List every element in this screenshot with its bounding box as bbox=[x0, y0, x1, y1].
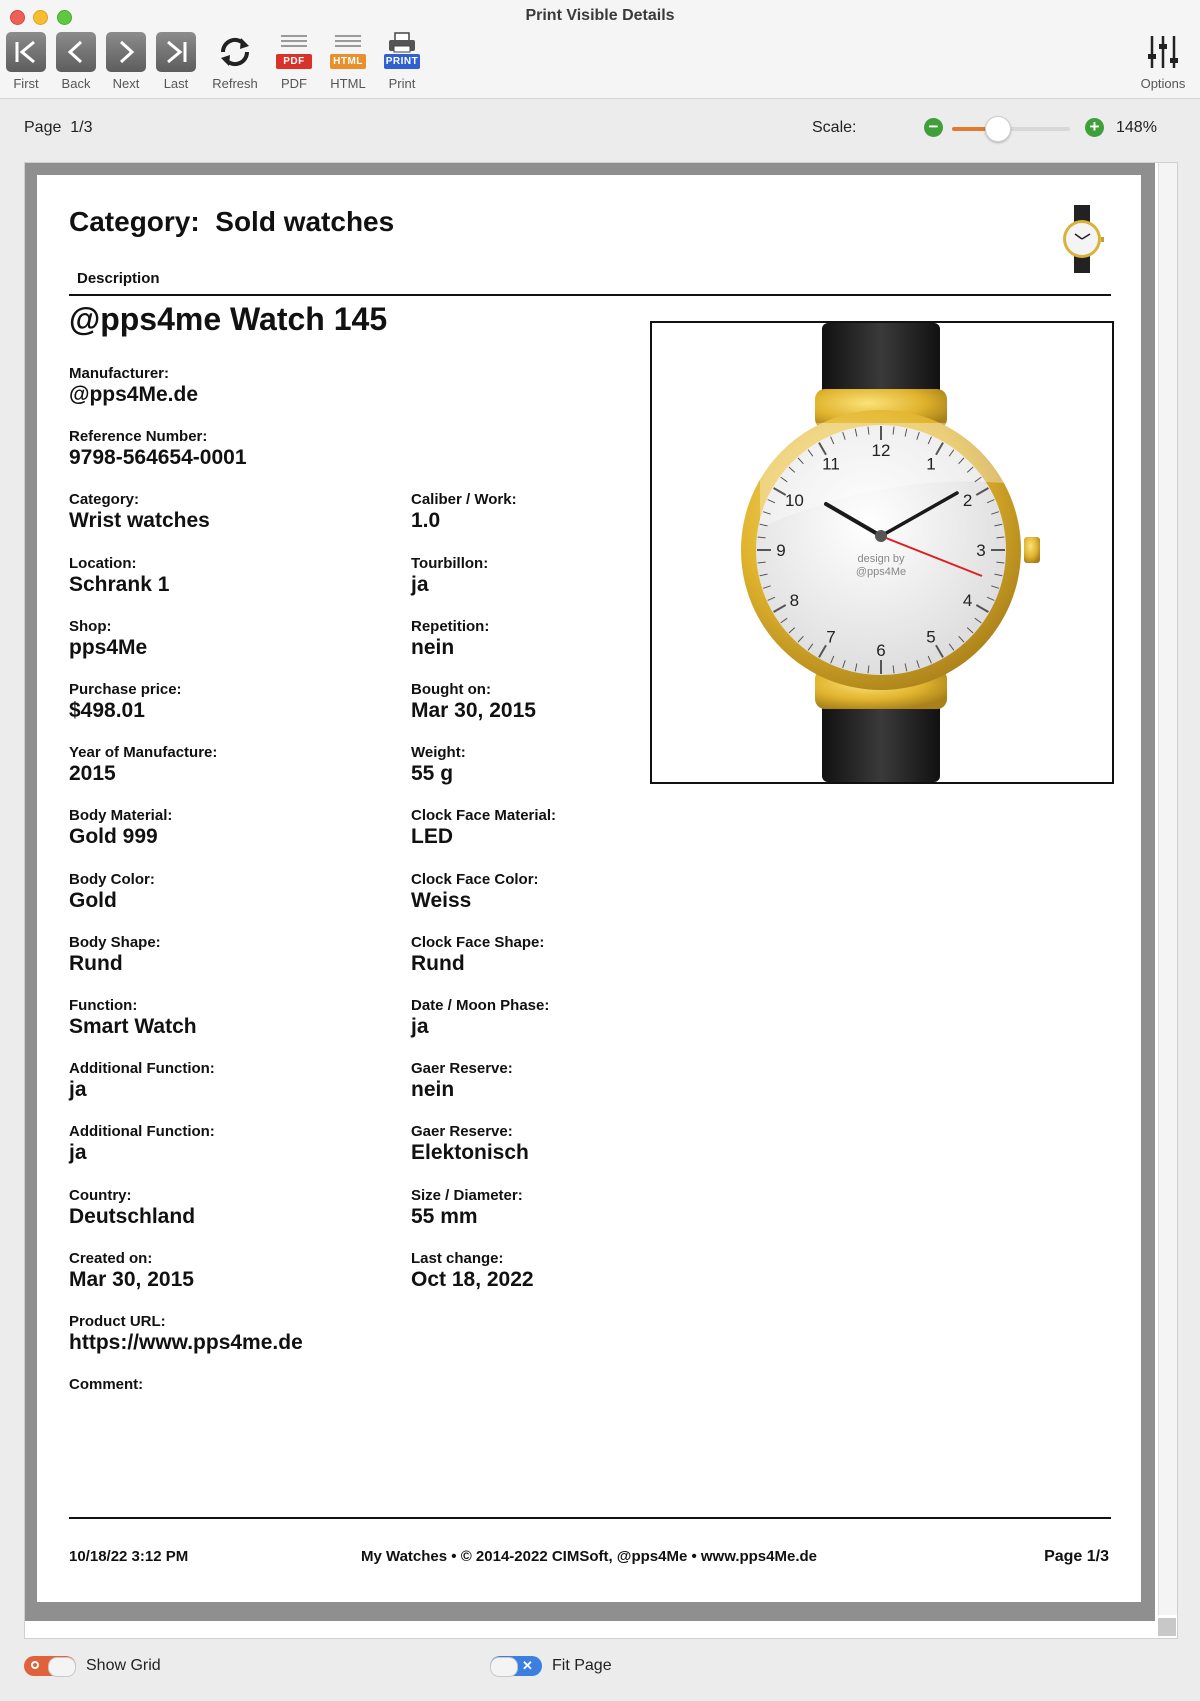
field-label: Bought on: bbox=[411, 681, 491, 698]
minus-icon: − bbox=[928, 117, 939, 136]
html-icon bbox=[332, 32, 364, 72]
field-label: Product URL: bbox=[69, 1313, 166, 1330]
refresh-icon bbox=[215, 32, 255, 72]
options-label: Options bbox=[1140, 76, 1186, 91]
show-grid-label: Show Grid bbox=[86, 1657, 161, 1674]
next-label: Next bbox=[112, 76, 140, 91]
dial-number: 2 bbox=[962, 491, 973, 510]
field-label: Tourbillon: bbox=[411, 554, 489, 572]
options-button[interactable] bbox=[1135, 32, 1191, 91]
field-value: Schrank 1 bbox=[69, 572, 170, 596]
field-label: Clock Face Material: bbox=[411, 807, 557, 825]
back-button[interactable] bbox=[48, 32, 104, 91]
field-value: Oct 18, 2022 bbox=[411, 1267, 534, 1291]
field-label: Body Color: bbox=[69, 870, 155, 888]
dial-number: 1 bbox=[926, 454, 936, 474]
field-label: Repetition: bbox=[411, 617, 490, 635]
report-field bbox=[69, 744, 389, 786]
last-page-label: Last bbox=[163, 76, 189, 91]
dial-number: 6 bbox=[876, 641, 886, 660]
report-field bbox=[69, 491, 389, 533]
field-label: Weight: bbox=[411, 744, 466, 762]
report-field bbox=[69, 1060, 389, 1102]
field-value: Gold 999 bbox=[69, 825, 158, 849]
field-label: Clock Face Color: bbox=[411, 870, 539, 888]
item-title: @pps4me Watch 145 bbox=[69, 301, 388, 337]
dial-number: 11 bbox=[822, 454, 840, 474]
field-label: Year of Manufacture: bbox=[69, 744, 218, 762]
print-label: Print bbox=[388, 76, 416, 91]
report-field bbox=[411, 1123, 731, 1165]
field-value: 1.0 bbox=[411, 509, 441, 533]
field-value: nein bbox=[411, 635, 455, 659]
footer-page-number: Page 1/3 bbox=[1044, 1548, 1109, 1565]
html-button[interactable] bbox=[320, 32, 376, 91]
field-label: Body Material: bbox=[69, 807, 173, 825]
footer-copyright: My Watches • © 2014-2022 CIMSoft, @pps4Me • www.pps4Me.de bbox=[360, 1548, 818, 1565]
first-page-label: First bbox=[13, 76, 39, 91]
photo-credit-line-1: design by bbox=[857, 553, 905, 565]
scale-label: Scale: bbox=[812, 119, 857, 136]
report-field bbox=[69, 555, 389, 597]
report-field bbox=[69, 1187, 389, 1229]
field-label: Additional Function: bbox=[69, 1060, 215, 1078]
field-value: ja bbox=[411, 1015, 429, 1038]
field-label: Body Shape: bbox=[69, 933, 161, 951]
print-button[interactable] bbox=[374, 32, 430, 91]
report-field bbox=[69, 871, 389, 913]
preview-viewport[interactable] bbox=[24, 162, 1178, 1639]
field-label: Last change: bbox=[411, 1249, 504, 1267]
print-tag: PRINT bbox=[385, 56, 419, 67]
field-value: $498.01 bbox=[69, 699, 145, 722]
watch-photo bbox=[650, 321, 1114, 784]
report-field bbox=[69, 1313, 389, 1355]
dial-number: 4 bbox=[962, 591, 973, 610]
back-label: Back bbox=[61, 76, 91, 91]
last-page-icon bbox=[156, 32, 196, 72]
dial-number: 12 bbox=[871, 441, 891, 460]
refresh-button[interactable] bbox=[207, 32, 263, 91]
field-value: ja bbox=[69, 1141, 87, 1165]
plus-icon: + bbox=[1089, 117, 1100, 136]
field-value: Wrist watches bbox=[69, 509, 210, 533]
pdf-label: PDF bbox=[281, 76, 307, 91]
field-value: Deutschland bbox=[69, 1204, 196, 1228]
bottom-bar bbox=[0, 1640, 1200, 1701]
footer-timestamp: 10/18/22 3:12 PM bbox=[69, 1548, 189, 1565]
field-value: 9798-564654-0001 bbox=[69, 446, 247, 470]
fit-page-label: Fit Page bbox=[552, 1657, 612, 1674]
field-label: Location: bbox=[69, 554, 137, 572]
report-field bbox=[69, 997, 389, 1039]
report-field bbox=[411, 934, 731, 976]
last-page-button[interactable] bbox=[148, 32, 204, 91]
dial-number: 7 bbox=[826, 627, 836, 647]
chevron-left-icon bbox=[56, 32, 96, 72]
photo-credit-line-2: @pps4Me bbox=[855, 566, 907, 578]
field-value: Rund bbox=[69, 951, 123, 975]
dial-number: 5 bbox=[926, 627, 936, 647]
report-field bbox=[411, 1187, 731, 1229]
field-label: Caliber / Work: bbox=[411, 491, 517, 509]
page-value: 1/3 bbox=[70, 119, 93, 136]
field-label: Purchase price: bbox=[69, 681, 182, 698]
field-label: Country: bbox=[69, 1186, 132, 1204]
watch-thumbnail-icon bbox=[1057, 205, 1107, 273]
next-button[interactable] bbox=[98, 32, 154, 91]
html-tag: HTML bbox=[330, 54, 366, 69]
header-rule bbox=[69, 294, 1111, 296]
field-label: Manufacturer: bbox=[69, 365, 170, 382]
field-value: 2015 bbox=[69, 762, 116, 786]
field-label: Comment: bbox=[69, 1376, 144, 1394]
dial-number: 8 bbox=[789, 591, 800, 610]
field-value: LED bbox=[411, 825, 453, 849]
printer-icon bbox=[386, 32, 418, 72]
refresh-label: Refresh bbox=[212, 76, 258, 91]
field-value: ja bbox=[411, 572, 429, 596]
show-grid-toggle[interactable] bbox=[24, 1656, 76, 1676]
footer-rule bbox=[69, 1517, 1111, 1519]
field-value: Elektonisch bbox=[411, 1141, 529, 1165]
sliders-icon bbox=[1143, 32, 1183, 72]
field-label: Created on: bbox=[69, 1249, 153, 1267]
report-field bbox=[411, 807, 731, 849]
field-value: Gold bbox=[69, 888, 117, 912]
page-scale-bar bbox=[0, 98, 1200, 160]
report-field bbox=[69, 681, 389, 723]
field-label: Category: bbox=[69, 491, 140, 509]
field-value: Mar 30, 2015 bbox=[411, 699, 536, 722]
field-label: Additional Function: bbox=[69, 1123, 215, 1141]
report-field bbox=[411, 871, 731, 913]
field-value: https://www.pps4me.de bbox=[69, 1331, 303, 1354]
category-value: Sold watches bbox=[215, 206, 395, 237]
report-field bbox=[69, 428, 389, 470]
category-label: Category: bbox=[69, 206, 200, 237]
field-value: 55 mm bbox=[411, 1204, 478, 1228]
field-label: Gaer Reserve: bbox=[411, 1060, 513, 1078]
pdf-button[interactable] bbox=[266, 32, 322, 91]
window-toolbar bbox=[0, 0, 1200, 99]
field-value: Rund bbox=[411, 951, 465, 975]
category-title bbox=[69, 206, 394, 238]
dial-number: 9 bbox=[776, 541, 786, 560]
field-label: Date / Moon Phase: bbox=[411, 997, 550, 1014]
vertical-scrollbar[interactable] bbox=[1158, 163, 1177, 1615]
report-page bbox=[37, 175, 1141, 1602]
field-value: nein bbox=[411, 1078, 455, 1102]
report-field bbox=[411, 1250, 731, 1292]
toggle-knob bbox=[490, 1657, 518, 1677]
pdf-tag: PDF bbox=[276, 54, 312, 69]
scroll-corner bbox=[1158, 1618, 1176, 1636]
toggle-knob bbox=[48, 1657, 76, 1677]
field-value: @pps4Me.de bbox=[69, 383, 199, 406]
zoom-in-button[interactable] bbox=[1085, 118, 1104, 137]
field-value: ja bbox=[69, 1078, 87, 1102]
report-field bbox=[69, 618, 389, 660]
report-field bbox=[411, 1060, 731, 1102]
page-indicator bbox=[24, 119, 93, 137]
field-label: Reference Number: bbox=[69, 428, 208, 446]
report-field bbox=[69, 1123, 389, 1165]
chevron-right-icon bbox=[106, 32, 146, 72]
dial-number: 3 bbox=[976, 541, 986, 560]
field-label: Size / Diameter: bbox=[411, 1186, 523, 1204]
scale-slider-handle[interactable] bbox=[985, 116, 1011, 142]
html-label: HTML bbox=[330, 76, 366, 91]
window-title: Print Visible Details bbox=[525, 7, 675, 24]
description-header: Description bbox=[77, 270, 160, 287]
report-field bbox=[69, 1250, 389, 1292]
pdf-icon bbox=[278, 32, 310, 72]
scale-slider[interactable] bbox=[952, 127, 1070, 131]
field-value: Smart Watch bbox=[69, 1015, 197, 1038]
report-field bbox=[69, 365, 389, 407]
first-page-button[interactable] bbox=[0, 32, 54, 91]
field-value: 55 g bbox=[411, 762, 454, 786]
report-field bbox=[69, 934, 389, 976]
field-value: Mar 30, 2015 bbox=[69, 1267, 194, 1291]
report-field bbox=[411, 997, 731, 1039]
field-value: Weiss bbox=[411, 888, 472, 912]
field-label: Function: bbox=[69, 997, 138, 1014]
scale-value: 148% bbox=[1116, 119, 1157, 136]
field-label: Shop: bbox=[69, 617, 112, 635]
page-label: Page bbox=[24, 119, 62, 136]
report-field bbox=[69, 807, 389, 849]
field-label: Clock Face Shape: bbox=[411, 933, 545, 951]
first-page-icon bbox=[6, 32, 46, 72]
toggle-off-icon bbox=[31, 1661, 39, 1669]
field-label: Gaer Reserve: bbox=[411, 1123, 513, 1141]
zoom-out-button[interactable] bbox=[924, 118, 943, 137]
dial-number: 10 bbox=[784, 491, 804, 510]
field-value: pps4Me bbox=[69, 635, 148, 659]
toggle-x-icon: ✕ bbox=[522, 1658, 533, 1673]
fit-page-toggle[interactable] bbox=[490, 1656, 542, 1676]
report-field bbox=[69, 1376, 389, 1394]
